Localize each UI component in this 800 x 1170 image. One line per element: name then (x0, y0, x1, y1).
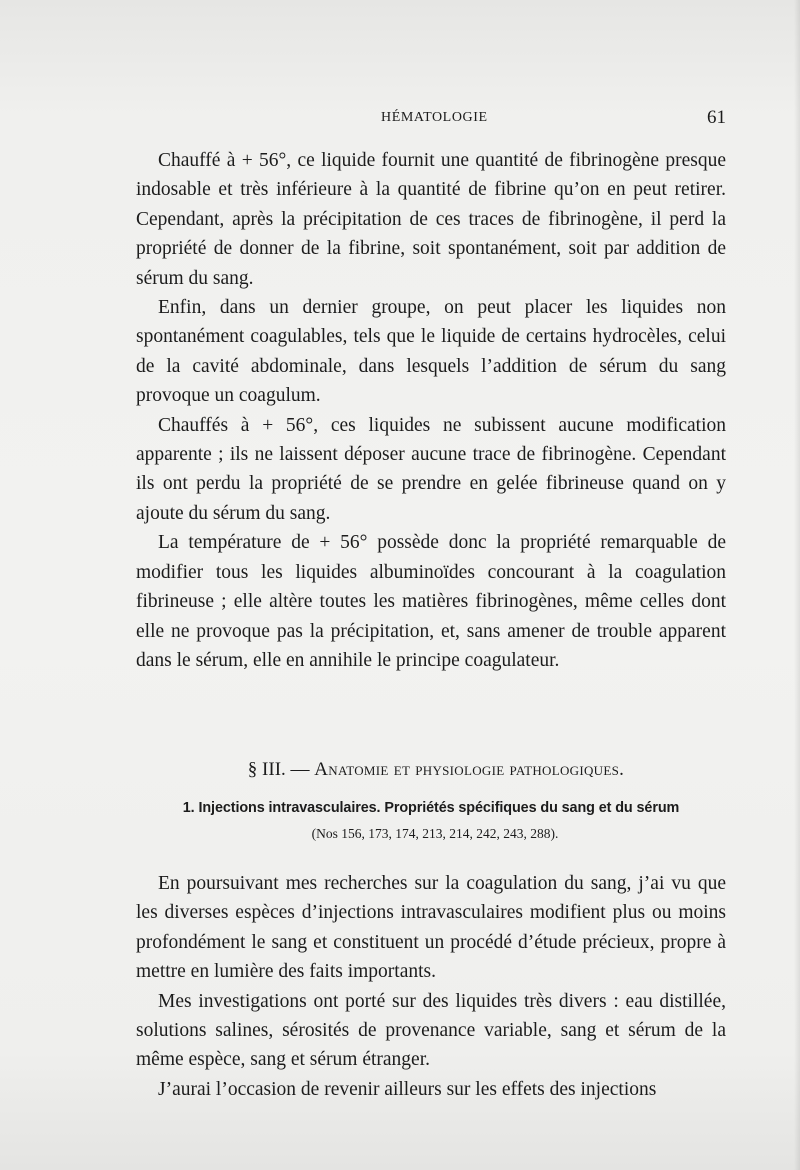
subsection-references: (Nos 156, 173, 174, 213, 214, 242, 243, 288). (311, 826, 559, 841)
paragraph: Chauffés à + 56°, ces liquides ne subissent aucune modification apparente ; ils ne laissent déposer aucune trace de fibrinogène. Cependant ils ont perdu la propriété de se prendre en gelée fibrineuse quand on y ajoute du sérum du sang. (136, 414, 726, 524)
paragraph: Enfin, dans un dernier groupe, on peut placer les liquides non spontanément coagulables, tels que le liquide de certains hydrocèles, celui de la cavité abdominale, dans lesquels l’addition de sérum du sang provoque un coagulum. (136, 297, 726, 407)
section-header (136, 757, 726, 844)
section-heading (136, 757, 726, 783)
paragraph: Mes investigations ont porté sur des liquides très divers : eau distillée, solutions salines, sérosités de provenance variable, sang et sérum de la même espèce, sang et sérum étranger. (136, 990, 726, 1071)
section-number: § III. — (247, 759, 310, 780)
paragraph: La température de + 56° possède donc la propriété remarquable de modifier tous les liquides albuminoïdes concourant à la coagulation fibrineuse ; elle altère toutes les matières fibrinogènes, même celles dont elle ne provoque pas la précipitation, et, sans amener de trouble apparent dans le sérum, elle en annihile le principe coagulateur. (136, 532, 726, 671)
subsection-title: 1. Injections intravasculaires. Propriétés spécifiques du sang et du sérum (182, 800, 680, 816)
scan-edge-shadow (794, 0, 800, 1170)
paragraph: J’aurai l’occasion de revenir ailleurs sur les effets des injections (158, 1078, 657, 1100)
paragraph: Chauffé à + 56°, ce liquide fournit une quantité de fibrinogène presque indosable et très inférieure à la quantité de fibrine qu’on en peut retirer. Cependant, après la précipitation de ces traces de fibrinogène, il perd la propriété de donner de la fibrine, soit spontanément, soit par addition de sérum du sang. (136, 150, 726, 289)
body-text (136, 146, 726, 675)
body-text-continued (136, 869, 726, 1104)
page-header (136, 109, 726, 131)
section-title: Anatomie et physiologie pathologiques. (314, 759, 625, 780)
paragraph: En poursuivant mes recherches sur la coagulation du sang, j’ai vu que les diverses espèces d’injections intravasculaires modifient plus ou moins profondément le sang et constituent un procédé d’étude précieux, propre à mettre en lumière des faits importants. (136, 873, 726, 983)
running-title: HÉMATOLOGIE (381, 110, 488, 125)
page-number: 61 (707, 107, 726, 128)
